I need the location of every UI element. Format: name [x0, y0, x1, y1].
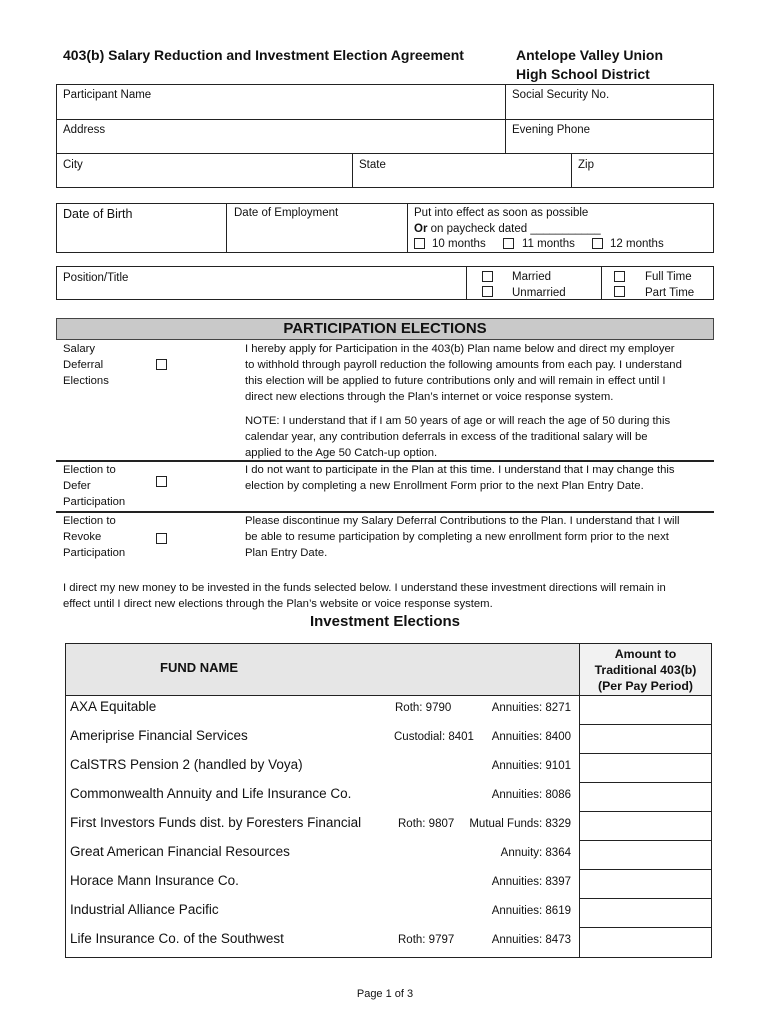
divider [571, 153, 572, 188]
salary-deferral-label: Salary Deferral Elections [63, 343, 109, 387]
divider [56, 153, 714, 154]
fund-name: First Investors Funds dist. by Foresters Financial [70, 815, 362, 830]
participant-info-box [56, 84, 714, 188]
amount-input[interactable] [582, 697, 710, 722]
ssn-field[interactable]: Social Security No. [512, 89, 610, 101]
evening-phone-field[interactable]: Evening Phone [512, 124, 591, 136]
divider [579, 811, 712, 812]
zip-field[interactable]: Zip [578, 159, 594, 171]
married-label: Married [512, 271, 551, 283]
divider [65, 695, 712, 696]
divider [579, 927, 712, 928]
fund-code: Annuities: 9101 [491, 760, 571, 772]
revoke-participation-label: Election to Revoke Participation [63, 515, 126, 559]
revoke-participation-checkbox[interactable] [156, 533, 167, 544]
divider [579, 869, 712, 870]
salary-deferral-checkbox[interactable] [156, 359, 167, 370]
fund-name-header: FUND NAME [160, 660, 238, 675]
fund-name: Great American Financial Resources [70, 844, 290, 859]
fund-code: Annuity: 8364 [500, 847, 571, 859]
divider [226, 203, 227, 253]
divider [579, 898, 712, 899]
divider [579, 840, 712, 841]
divider [579, 782, 712, 783]
fund-code: Roth: 9807 [398, 818, 455, 830]
11-months-label: 11 months [522, 238, 575, 250]
full-time-label: Full Time [645, 271, 692, 283]
city-field[interactable]: City [63, 159, 83, 171]
participant-name-field[interactable]: Participant Name [63, 89, 152, 101]
state-field[interactable]: State [359, 159, 386, 171]
fund-name: CalSTRS Pension 2 (handled by Voya) [70, 757, 303, 772]
defer-participation-text: I do not want to participate in the Plan at this time. I understand that I may change this election by completing a new Enrollment Form prior to the next Plan Entry Date. [245, 464, 675, 492]
investment-elections-heading: Investment Elections [309, 613, 461, 630]
10-months-checkbox[interactable] [414, 238, 425, 249]
fund-code: Annuities: 8271 [491, 702, 571, 714]
fund-name: Commonwealth Annuity and Life Insurance Co. [70, 786, 352, 801]
form-title: 403(b) Salary Reduction and Investment Election Agreement [63, 47, 464, 63]
10-months-label: 10 months [432, 238, 486, 250]
catch-up-note-text: NOTE: I understand that if I am 50 years of age or will reach the age of 50 during this calendar year, any contribution deferrals in excess of the traditional salary will be applied to the Age 50 Catch-up option. [245, 415, 671, 459]
fund-code: Mutual Funds: 8329 [469, 818, 571, 830]
fund-name: AXA Equitable [70, 699, 157, 714]
12-months-checkbox[interactable] [592, 238, 603, 249]
paycheck-date-field[interactable] [414, 222, 601, 236]
fund-code: Annuities: 8086 [491, 789, 571, 801]
amount-input[interactable] [582, 813, 710, 838]
amount-input[interactable] [582, 755, 710, 780]
revoke-participation-text: Please discontinue my Salary Deferral Contributions to the Plan. I understand that I will be able to resume participation by completing a new enrollment form prior to the next Plan Entry Date. [245, 515, 680, 559]
amount-input[interactable] [582, 842, 710, 867]
amount-input[interactable] [582, 871, 710, 896]
divider [579, 753, 712, 754]
11-months-checkbox[interactable] [503, 238, 514, 249]
divider [579, 724, 712, 725]
fund-code: Custodial: 8401 [394, 731, 474, 743]
page-number: Page 1 of 3 [356, 988, 414, 1000]
amount-input[interactable] [582, 900, 710, 925]
participation-heading: PARTICIPATION ELECTIONS [283, 320, 487, 337]
fund-name: Horace Mann Insurance Co. [70, 873, 239, 888]
amount-input[interactable] [582, 929, 710, 954]
married-checkbox[interactable] [482, 271, 493, 282]
full-time-checkbox[interactable] [614, 271, 625, 282]
fund-code: Annuities: 8473 [491, 934, 571, 946]
divider [601, 266, 602, 300]
unmarried-label: Unmarried [512, 287, 566, 299]
fund-code: Annuities: 8619 [491, 905, 571, 917]
paycheck-date-label: on paycheck dated ___________ [427, 223, 601, 235]
fund-code: Annuities: 8400 [491, 731, 571, 743]
amount-input[interactable] [582, 726, 710, 751]
part-time-checkbox[interactable] [614, 286, 625, 297]
12-months-label: 12 months [610, 238, 664, 250]
address-field[interactable]: Address [63, 124, 106, 136]
fund-name: Life Insurance Co. of the Southwest [70, 931, 284, 946]
fund-code: Annuities: 8397 [491, 876, 571, 888]
date-of-employment-field[interactable]: Date of Employment [234, 207, 339, 219]
effect-asap-text: Put into effect as soon as possible [414, 207, 589, 219]
divider [56, 119, 714, 120]
amount-header: Amount to Traditional 403(b) (Per Pay Period) [594, 647, 697, 693]
salary-deferral-text: I hereby apply for Participation in the 403(b) Plan name below and direct my employer to withhold through payroll reduction the following amounts from each pay. I understand this election will be applied to future contributions only and will remain in effect until I direct new elections through the Plan’s internet or voice response system. [245, 343, 682, 403]
divider [466, 266, 467, 300]
position-title-field[interactable]: Position/Title [63, 272, 129, 284]
district-name-line2: High School District [516, 66, 650, 82]
table-header-fill [66, 644, 579, 695]
unmarried-checkbox[interactable] [482, 286, 493, 297]
or-label: Or [414, 223, 428, 235]
divider [505, 84, 506, 153]
divider [407, 203, 408, 253]
part-time-label: Part Time [645, 287, 695, 299]
district-name-line1: Antelope Valley Union [516, 47, 664, 63]
divider [352, 153, 353, 188]
fund-code: Roth: 9790 [395, 702, 452, 714]
defer-participation-label: Election to Defer Participation [63, 464, 126, 508]
defer-participation-checkbox[interactable] [156, 476, 167, 487]
fund-name: Ameriprise Financial Services [70, 728, 248, 743]
amount-input[interactable] [582, 784, 710, 809]
fund-code: Roth: 9797 [398, 934, 455, 946]
fund-name: Industrial Alliance Pacific [70, 902, 219, 917]
date-of-birth-field[interactable]: Date of Birth [63, 207, 133, 221]
investment-direction-text: I direct my new money to be invested in the funds selected below. I understand these investment directions will remain in effect until I direct new elections through the Plan’s website or voice response system. [63, 582, 666, 610]
